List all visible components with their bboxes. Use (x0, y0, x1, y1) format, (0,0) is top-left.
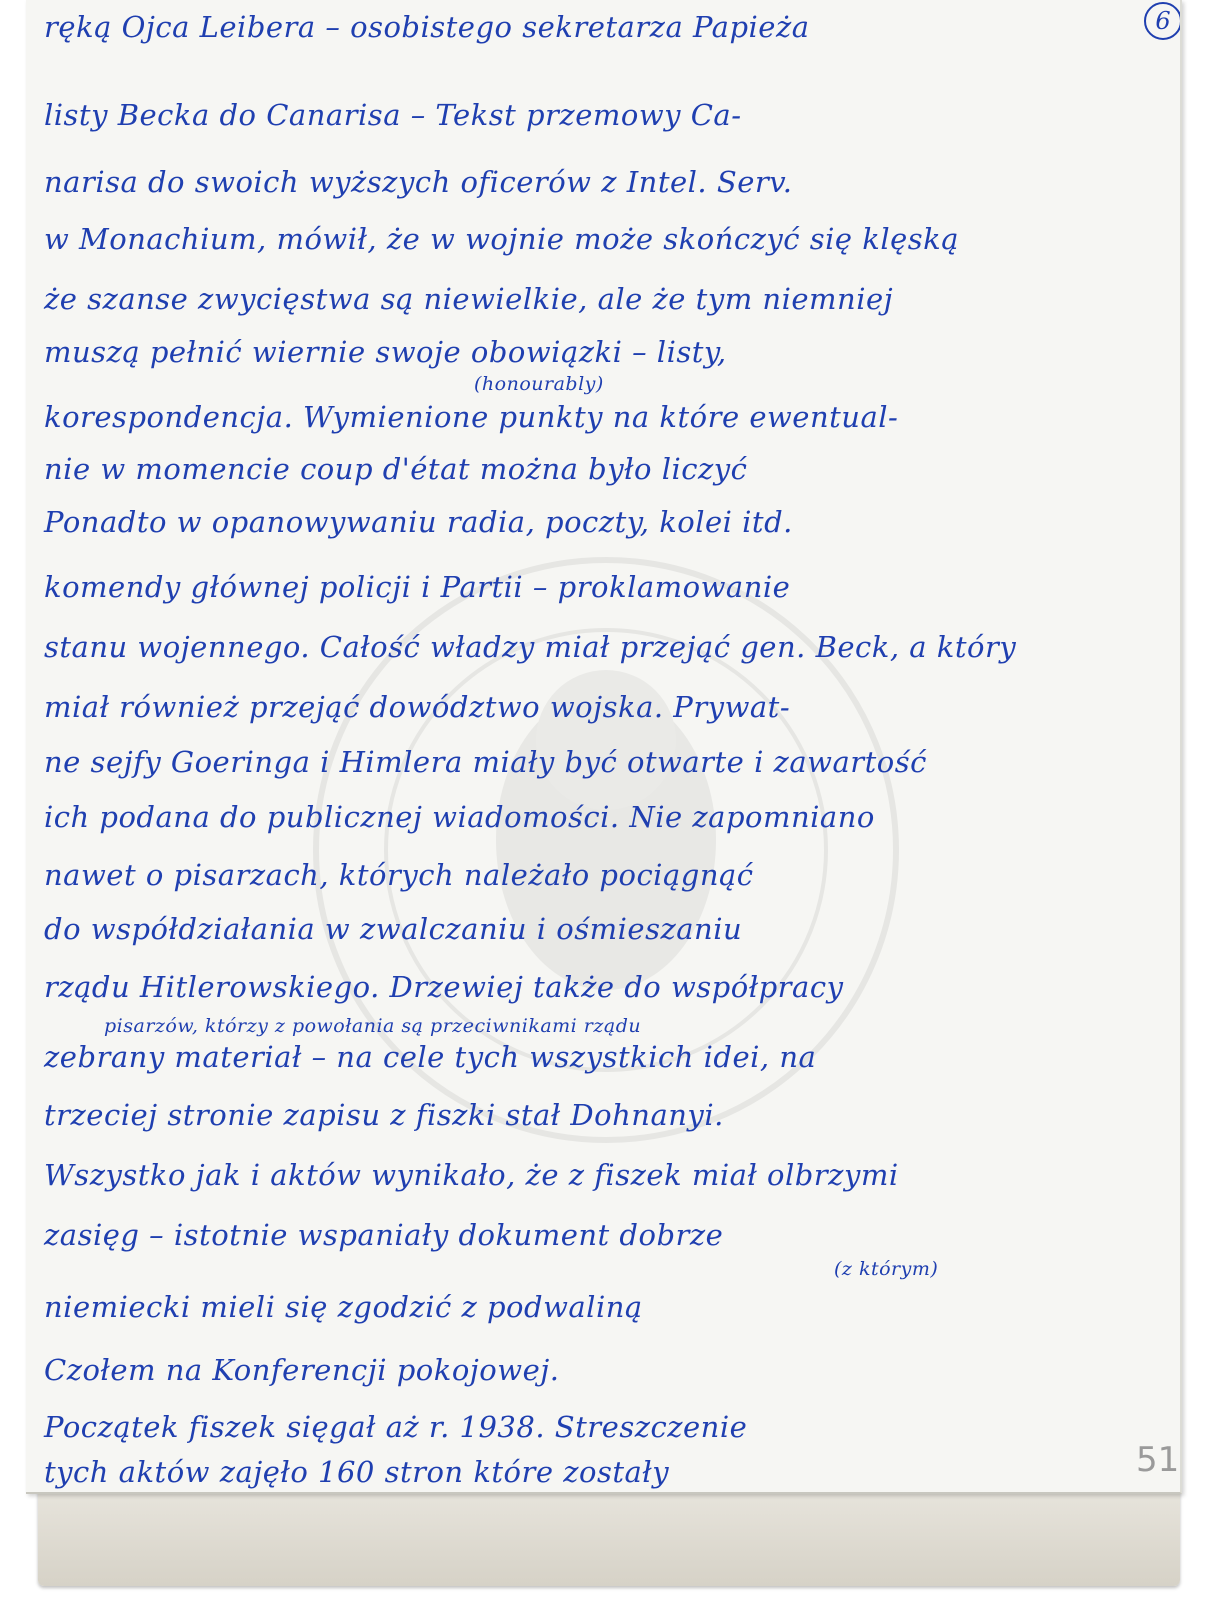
text-insertion: (z którym) (834, 1258, 939, 1280)
text-line: muszą pełnić wiernie swoje obowiązki – listy, (44, 335, 727, 369)
notebook-page (26, 0, 1182, 1494)
sheet-number: 51 (1136, 1440, 1180, 1480)
text-line: ne sejfy Goeringa i Himlera miały być otwarte i zawartość (44, 745, 927, 779)
page-number: 6 (1144, 2, 1182, 40)
text-line: stanu wojennego. Całość władzy miał przejąć gen. Beck, a który (44, 630, 1017, 664)
text-line: korespondencja. Wymienione punkty na które ewentual- (44, 400, 899, 434)
text-line: narisa do swoich wyższych oficerów z Intel. Serv. (44, 165, 793, 199)
text-line: Ponadto w opanowywaniu radia, poczty, kolei itd. (44, 505, 793, 539)
text-line: miał również przejąć dowództwo wojska. Prywat- (44, 690, 791, 724)
text-line: Początek fiszek sięgał aż r. 1938. Streszczenie (44, 1410, 748, 1444)
text-line: komendy głównej policji i Partii – proklamowanie (44, 570, 791, 604)
paper-stack-edge (38, 1490, 1180, 1586)
text-line: Czołem na Konferencji pokojowej. (44, 1353, 560, 1387)
text-line: do współdziałania w zwalczaniu i ośmieszaniu (44, 912, 743, 946)
text-insertion: pisarzów, którzy z powołania są przeciwnikami rządu (104, 1015, 642, 1037)
text-line: nawet o pisarzach, których należało pociągnąć (44, 858, 754, 892)
text-line: niemiecki mieli się zgodzić z podwaliną (44, 1290, 643, 1324)
text-line: że szanse zwycięstwa są niewielkie, ale że tym niemniej (44, 282, 894, 316)
text-line: Wszystko jak i aktów wynikało, że z fiszek miał olbrzymi (44, 1158, 899, 1192)
text-line: w Monachium, mówił, że w wojnie może skończyć się klęską (44, 222, 960, 256)
text-line: zasięg – istotnie wspaniały dokument dobrze (44, 1218, 724, 1252)
text-line: trzeciej stronie zapisu z fiszki stał Dohnanyi. (44, 1098, 724, 1132)
text-line: ręką Ojca Leibera – osobistego sekretarza Papieża (44, 10, 810, 44)
text-line: ich podana do publicznej wiadomości. Nie zapomniano (44, 800, 875, 834)
text-insertion: (honourably) (474, 373, 604, 395)
text-line: rządu Hitlerowskiego. Drzewiej także do współpracy (44, 970, 844, 1004)
text-line: nie w momencie coup d'état można było liczyć (44, 452, 748, 486)
text-line: tych aktów zajęło 160 stron które zostały (44, 1455, 670, 1489)
text-line: zebrany materiał – na cele tych wszystkich idei, na (44, 1040, 817, 1074)
text-line: listy Becka do Canarisa – Tekst przemowy Ca- (44, 98, 742, 132)
